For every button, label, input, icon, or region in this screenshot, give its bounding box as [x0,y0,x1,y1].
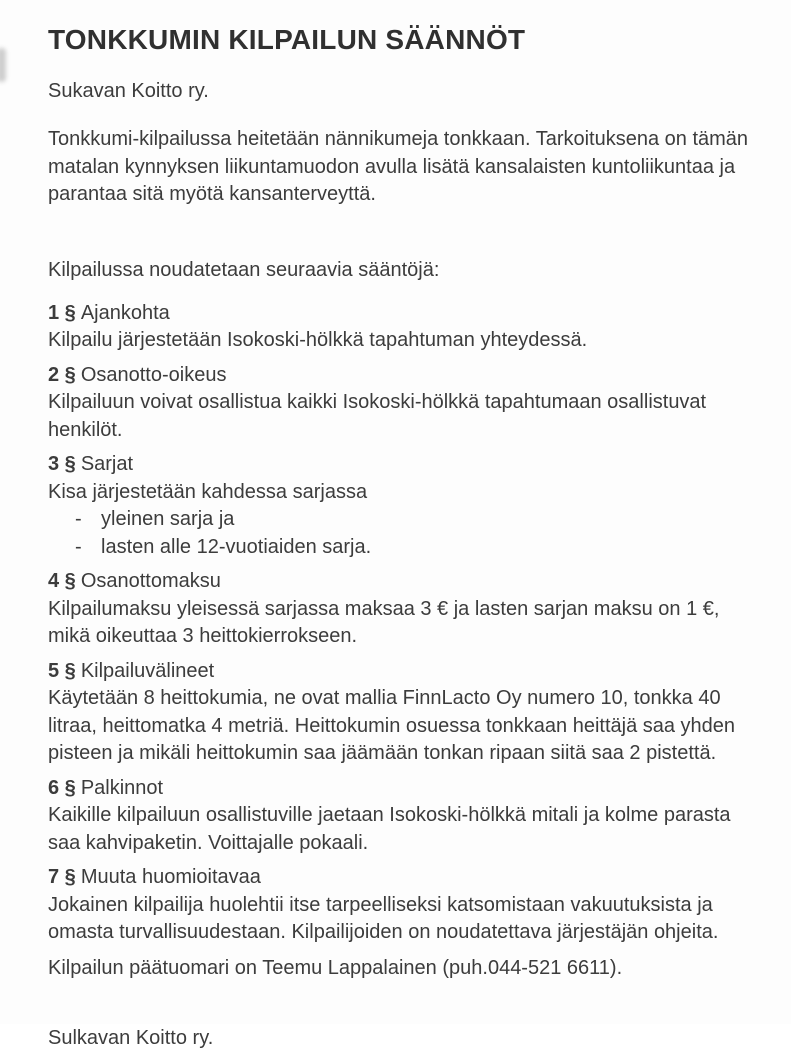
rule-header [48,451,753,479]
bullet-marker: - [75,535,82,558]
page-title: TONKKUMIN KILPAILUN SÄÄNNÖT [48,24,526,55]
intro-paragraph: Tonkkumi-kilpailussa heitetään nännikumeja tonkkaan. Tarkoituksena on tämän matalan kynnyksen liikuntamuodon avulla lisätä kansalaisten kuntoliikuntaa ja parantaa sitä myötä kansanterveyttä. [48,128,749,205]
rule-number: 1 § [48,301,76,324]
rule-header [48,300,753,328]
rule-number: 5 § [48,659,76,682]
rule-section-4 [48,568,753,651]
rule-body: Kaikille kilpailuun osallistuville jaetaan Isokoski-hölkkä mitali ja kolme parasta saa kahvipaketin. Voittajalle pokaali. [48,804,731,854]
rules-lead: Kilpailussa noudatetaan seuraavia sääntöjä: [48,258,440,281]
rule-section-2 [48,362,753,445]
rule-number: 3 § [48,453,76,475]
scan-artifact [0,48,6,82]
rule-header [48,775,753,803]
rule-title: Sarjat [80,453,134,475]
rule-header [48,568,753,596]
rule-section-6 [48,775,753,858]
rule-body: Käytetään 8 heittokumia, ne ovat mallia FinnLacto Oy numero 10, tonkka 40 litraa, heittomatka 4 metriä. Heittokumin osuessa tonkkaan heittäjä saa yhden pisteen ja mikäli heittokumin saa jäämään tonkan ripaan siitä saa 2 pistettä. [48,687,736,764]
rule-body: Kilpailumaksu yleisessä sarjassa maksaa 3 € ja lasten sarjan maksu on 1 €, mikä oikeuttaa 3 heittokierrokseen. [48,597,720,647]
rule-section-5 [48,658,753,768]
rule-title: Osanottomaksu [80,570,221,592]
organization-line-top: Sukavan Koitto ry. [48,80,209,102]
rule-number: 2 § [48,363,76,386]
closing-line: Kilpailun päätuomari on Teemu Lappalainen (puh.044-521 6611). [48,956,623,979]
rule-header [48,864,753,892]
rule-title: Kilpailuvälineet [80,659,215,682]
rule-number: 4 § [48,570,76,592]
bullet-item [48,506,753,534]
rule-title: Palkinnot [80,776,164,799]
bullet-marker: - [75,508,82,530]
rule-number: 6 § [48,776,76,799]
rule-title: Muuta huomioitavaa [80,866,261,888]
organization-line-bottom: Sulkavan Koitto ry. [48,1026,214,1049]
rule-title: Osanotto-oikeus [80,363,227,386]
bullet-text: yleinen sarja ja [101,508,235,530]
rule-body: Kilpailuun voivat osallistua kaikki Isokoski-hölkkä tapahtumaan osallistuvat henkilöt. [48,391,707,441]
rule-section-3 [48,451,753,561]
rule-header [48,658,753,686]
rule-section-7 [48,864,753,947]
rule-number: 7 § [48,866,76,888]
rule-body: Kilpailu järjestetään Isokoski-hölkkä tapahtuman yhteydessä. [48,329,588,351]
rule-section-1 [48,300,753,355]
rule-body: Kisa järjestetään kahdessa sarjassa [48,480,368,503]
bullet-item [48,534,753,562]
rule-body: Jokainen kilpailija huolehtii itse tarpeelliseksi katsomistaan vakuutuksista ja omasta turvallisuudestaan. Kilpailijoiden on noudatettava järjestäjän ohjeita. [48,893,719,943]
rule-title: Ajankohta [80,301,170,324]
bullet-text: lasten alle 12-vuotiaiden sarja. [101,535,372,558]
rule-header [48,362,753,390]
